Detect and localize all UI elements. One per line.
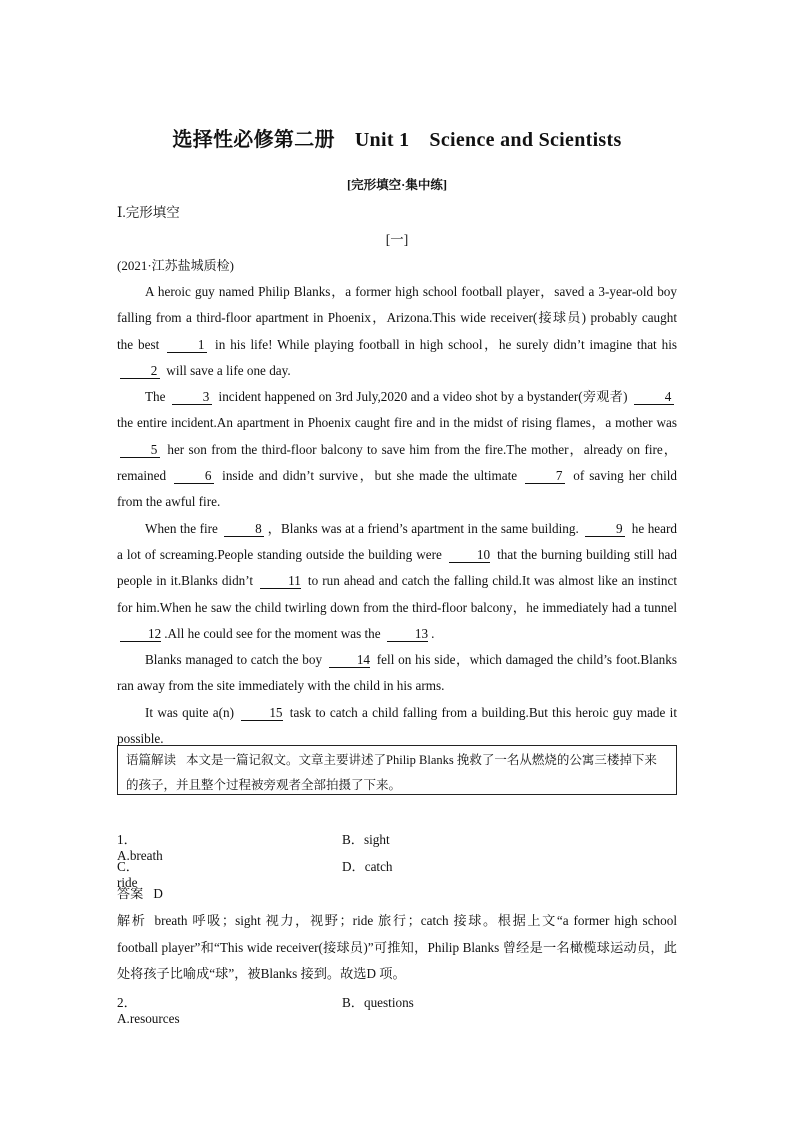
q1-option-d: D．catch: [342, 859, 393, 874]
cloze-passage: [117, 279, 677, 752]
exercise-type: [完形填空·集中练]: [347, 178, 447, 192]
q1-option-c: C．ride: [117, 859, 139, 890]
blank-15: 15: [241, 705, 282, 721]
blank-9: 9: [585, 521, 625, 537]
q1-option-b: B．sight: [342, 832, 390, 847]
q1-answer: [117, 883, 163, 902]
paragraph-1: A heroic guy named Philip Blanks，a former high school football player，saved a 3-year-old boy falling from a third-floor apartment in Phoenix，Arizona.This wide receiver(接球员) probably caught the best 1 in his life! While playing football in high school，he surely didn’t imagine that his 2 will save a life one day.: [117, 284, 677, 378]
blank-4: 4: [634, 389, 674, 405]
q1-option-a: 1．A.breath: [117, 832, 163, 863]
analysis-label: 语篇解读: [126, 753, 177, 767]
title-unit: Unit 1: [354, 129, 410, 151]
page-title: [0, 123, 794, 152]
answer-value: D: [153, 886, 163, 901]
part-number: [一]: [385, 232, 409, 247]
q1-explanation: [117, 908, 677, 988]
passage-source: (2021·江苏盐城质检): [117, 258, 234, 273]
blank-12: 12: [120, 626, 161, 642]
paragraph-4: Blanks managed to catch the boy 14 fell on his side，which damaged the child’s foot.Blanks ran away from the site immediately with the child in his arms.: [117, 652, 677, 694]
blank-10: 10: [449, 547, 490, 563]
blank-6: 6: [174, 468, 214, 484]
blank-8: 8: [224, 521, 264, 537]
analysis-text: 本文是一篇记叙文。文章主要讲述了Philip Blanks 挽救了一名从燃烧的公寓三楼掉下来的孩子，并且整个过程被旁观者全部拍摄了下来。: [126, 753, 657, 792]
blank-3: 3: [172, 389, 212, 405]
passage-analysis-box: [117, 745, 677, 795]
blank-2: 2: [120, 363, 160, 379]
paragraph-3: When the fire 8 ，Blanks was at a friend’s apartment in the same building. 9 he heard a lot of screaming.People standing outside the building were 10 that the burning building still had people in it.Blanks didn’t 11 to run ahead and catch the falling child.It was almost like an instinct for him.When he saw the child twirling down from the third-floor balcony，he immediately had a tunnel 12 .All he could see for the moment was the 13 .: [117, 520, 678, 641]
q2-option-b: B．questions: [342, 995, 414, 1010]
blank-5: 5: [120, 442, 160, 458]
blank-13: 13: [387, 626, 428, 642]
blank-11: 11: [260, 573, 301, 589]
title-cn: 选择性必修第二册: [172, 129, 335, 151]
section-heading: Ⅰ.完形填空: [117, 205, 180, 220]
answer-label: 答案: [117, 886, 144, 901]
paragraph-2: The 3 incident happened on 3rd July,2020 and a video shot by a bystander(旁观者) 4 the entire incident.An apartment in Phoenix caught fire and in the midst of rising flames，a mother was 5 her son from the third-floor balcony to save him from the fire.The mother，already on fire，remained 6 inside and didn’t survive，but she made the ultimate 7 of saving her child from the awful fire.: [117, 389, 677, 510]
title-topic: Science and Scientists: [429, 129, 622, 151]
explanation-text: breath 呼吸；sight 视力，视野；ride 旅行；catch 接球。根据上文“a former high school football player”和“This wide receiver(接球员)”可推知，Philip Blanks 曾经是一名橄榄球运动员，此处将孩子比喻成“球”，被Blanks 接到。故选D 项。: [117, 913, 677, 981]
q2-option-a: 2．A.resources: [117, 995, 180, 1026]
blank-7: 7: [525, 468, 565, 484]
blank-14: 14: [329, 652, 370, 668]
paragraph-5: It was quite a(n) 15 task to catch a child falling from a building.But this heroic guy made it possible.: [117, 704, 677, 747]
explanation-label: 解析: [117, 913, 147, 928]
blank-1: 1: [167, 337, 207, 353]
